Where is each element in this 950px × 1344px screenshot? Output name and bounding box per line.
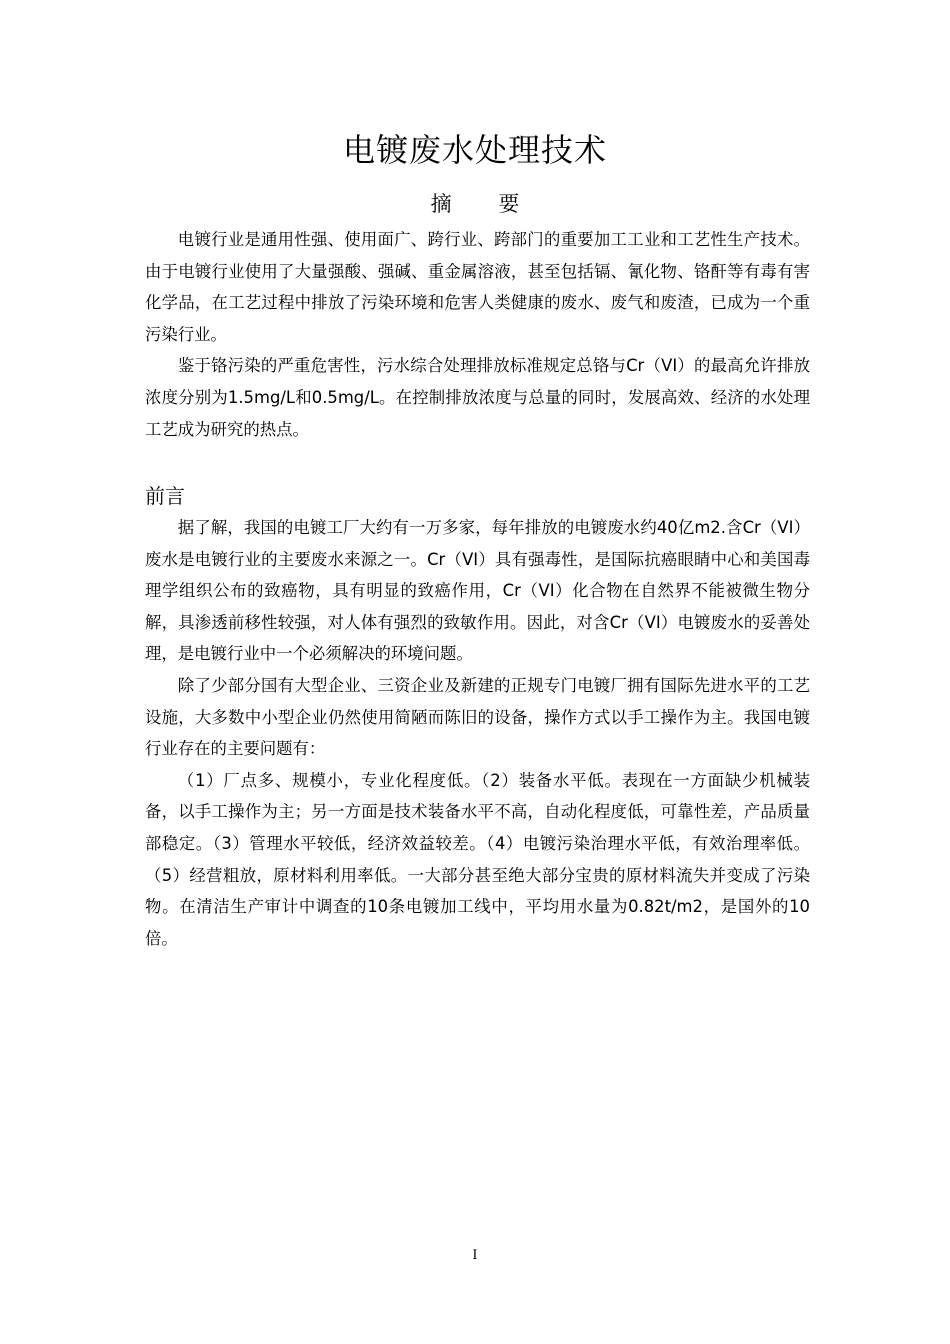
abstract-paragraph: 电镀行业是通用性强、使用面广、跨行业、跨部门的重要加工工业和工艺性生产技术。由于电镀行业使用了大量强酸、强碱、重金属溶液，甚至包括镉、氰化物、铬酐等有毒有害化学品，在工艺过程中排放了污染环境和危害人类健康的废水、废气和废渣，已成为一个重污染行业。: [145, 230, 810, 344]
preface-heading: 前言: [145, 484, 185, 508]
preface-paragraph: 除了少部分国有大型企业、三资企业及新建的正规专门电镀厂拥有国际先进水平的工艺设施，大多数中小型企业仍然使用简陋而陈旧的设备，操作方式以手工操作为主。我国电镀行业存在的主要问题有：: [145, 675, 810, 759]
abstract-heading: 摘 要: [430, 192, 540, 216]
preface-body: [145, 512, 810, 954]
abstract-paragraph: 鉴于铬污染的严重危害性，污水综合处理排放标准规定总铬与Cr（VI）的最高允许排放浓度分别为1.5mg/L和0.5mg/L。在控制排放浓度与总量的同时，发展高效、经济的水处理工艺成为研究的热点。: [145, 356, 810, 439]
preface-paragraph: 据了解，我国的电镀工厂大约有一万多家，每年排放的电镀废水约40亿m2.含Cr（VI）废水是电镀行业的主要废水来源之一。Cr（VI）具有强毒性，是国际抗癌眼睛中心和美国毒理学组织公布的致癌物，具有明显的致癌作用，Cr（VI）化合物在自然界不能被微生物分解，具渗透前移性较强，对人体有强烈的致敏作用。因此，对含Cr（VI）电镀废水的妥善处理，是电镀行业中一个必须解决的环境问题。: [145, 518, 810, 664]
page-number: I: [472, 1248, 478, 1263]
document-title: 电镀废水处理技术: [342, 131, 607, 169]
abstract-body: [145, 224, 810, 445]
preface-paragraph: （1）厂点多、规模小，专业化程度低。（2）装备水平低。表现在一方面缺少机械装备，以手工操作为主；另一方面是技术装备水平不高，自动化程度低，可靠性差，产品质量部稳定。（3）管理水平较低，经济效益较差。（4）电镀污染治理水平低，有效治理率低。（5）经营粗放，原材料利用率低。一大部分甚至绝大部分宝贵的原材料流失并变成了污染物。在清洁生产审计中调查的10条电镀加工线中，平均用水量为0.82t/m2，是国外的10倍。: [145, 770, 810, 948]
